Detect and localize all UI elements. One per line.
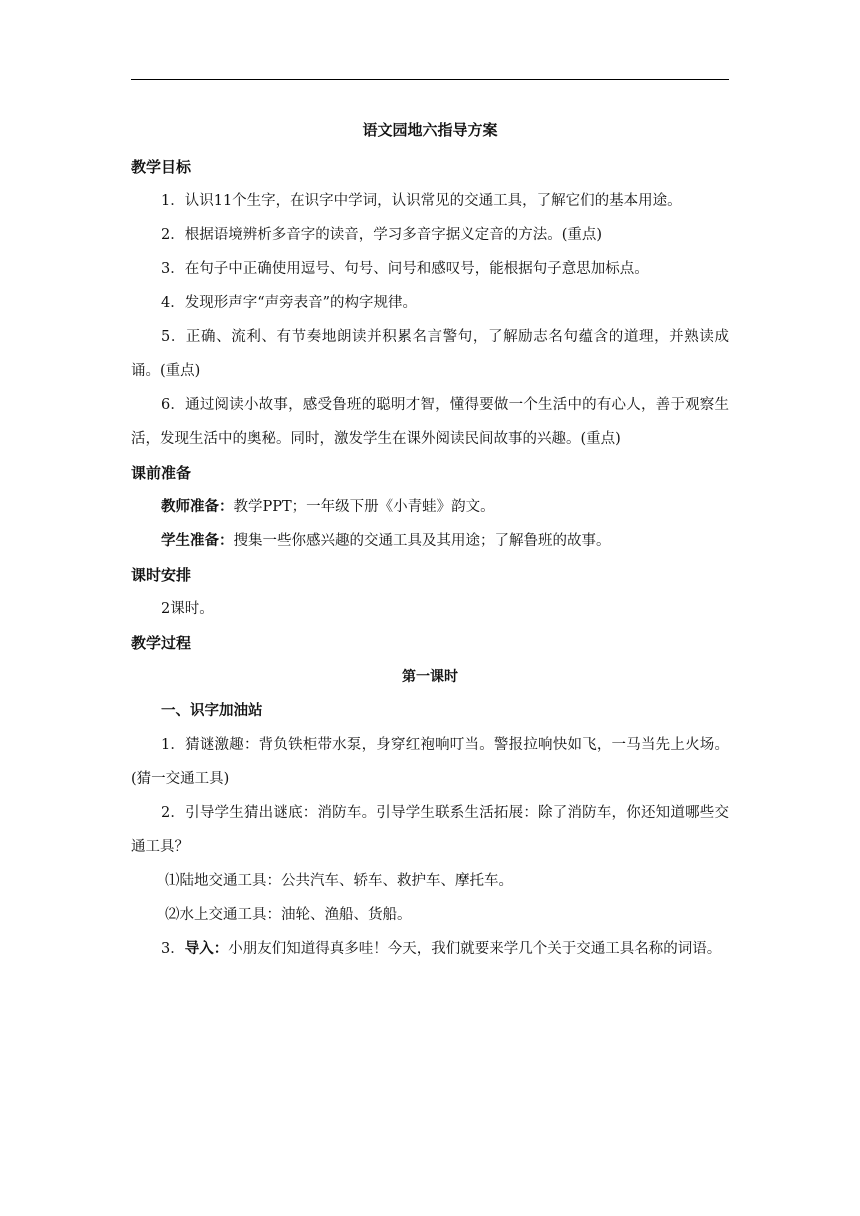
step-3 (131, 932, 729, 966)
objective-item: 5．正确、流利、有节奏地朗读并积累名言警句，了解励志名句蕴含的道理，并熟读成诵。(重点) (131, 329, 729, 379)
objective-item: 6．通过阅读小故事，感受鲁班的聪明才智，懂得要做一个生活中的有心人，善于观察生活，发现生活中的奥秘。同时，激发学生在课外阅读民间故事的兴趣。(重点) (131, 397, 729, 447)
student-prep-text: 搜集一些你感兴趣的交通工具及其用途；了解鲁班的故事。 (233, 533, 611, 549)
step-2-sub-1: ⑴陆地交通工具：公共汽车、轿车、救护车、摩托车。 (165, 873, 513, 889)
document-title: 语文园地六指导方案 (362, 121, 498, 139)
objectives-heading: 教学目标 (131, 158, 192, 176)
teacher-prep-label: 教师准备： (161, 499, 234, 515)
step-1: 1．猜谜激趣：背负铁柜带水泵，身穿红袍响叮当。警报拉响快如飞，一马当先上火场。(猜一交通工具) (131, 737, 729, 787)
student-prep-label: 学生准备： (161, 533, 234, 549)
student-prep (131, 524, 729, 558)
step-2: 2．引导学生猜出谜底：消防车。引导学生联系生活拓展：除了消防车，你还知道哪些交通工具？ (131, 805, 729, 855)
objective-item: 3．在句子中正确使用逗号、句号、问号和感叹号，能根据句子意思加标点。 (161, 261, 649, 277)
step-3-label: 导入： (184, 941, 229, 957)
header-rule (131, 79, 729, 80)
lesson1-heading: 第一课时 (402, 669, 458, 685)
objective-item: 4．发现形声字“声旁表音”的构字规律。 (161, 295, 418, 311)
step-3-text: 小朋友们知道得真多哇！今天，我们就要来学几个关于交通工具名称的词语。 (228, 941, 722, 957)
step-3-number: 3． (161, 941, 185, 957)
document-body (131, 118, 729, 966)
prep-heading: 课前准备 (131, 464, 192, 482)
teacher-prep (131, 490, 729, 524)
objective-item: 1．认识11个生字，在识字中学词，认识常见的交通工具，了解它们的基本用途。 (161, 193, 682, 209)
schedule-heading: 课时安排 (131, 566, 192, 584)
objective-item: 2．根据语境辨析多音字的读音，学习多音字据义定音的方法。(重点) (161, 227, 603, 243)
teacher-prep-text: 教学PPT；一年级下册《小青蛙》韵文。 (233, 499, 495, 515)
schedule-text: 2课时。 (161, 601, 214, 617)
process-heading: 教学过程 (131, 634, 192, 652)
step-2-sub-2: ⑵水上交通工具：油轮、渔船、货船。 (165, 907, 412, 923)
part1-heading: 一、识字加油站 (161, 703, 263, 719)
